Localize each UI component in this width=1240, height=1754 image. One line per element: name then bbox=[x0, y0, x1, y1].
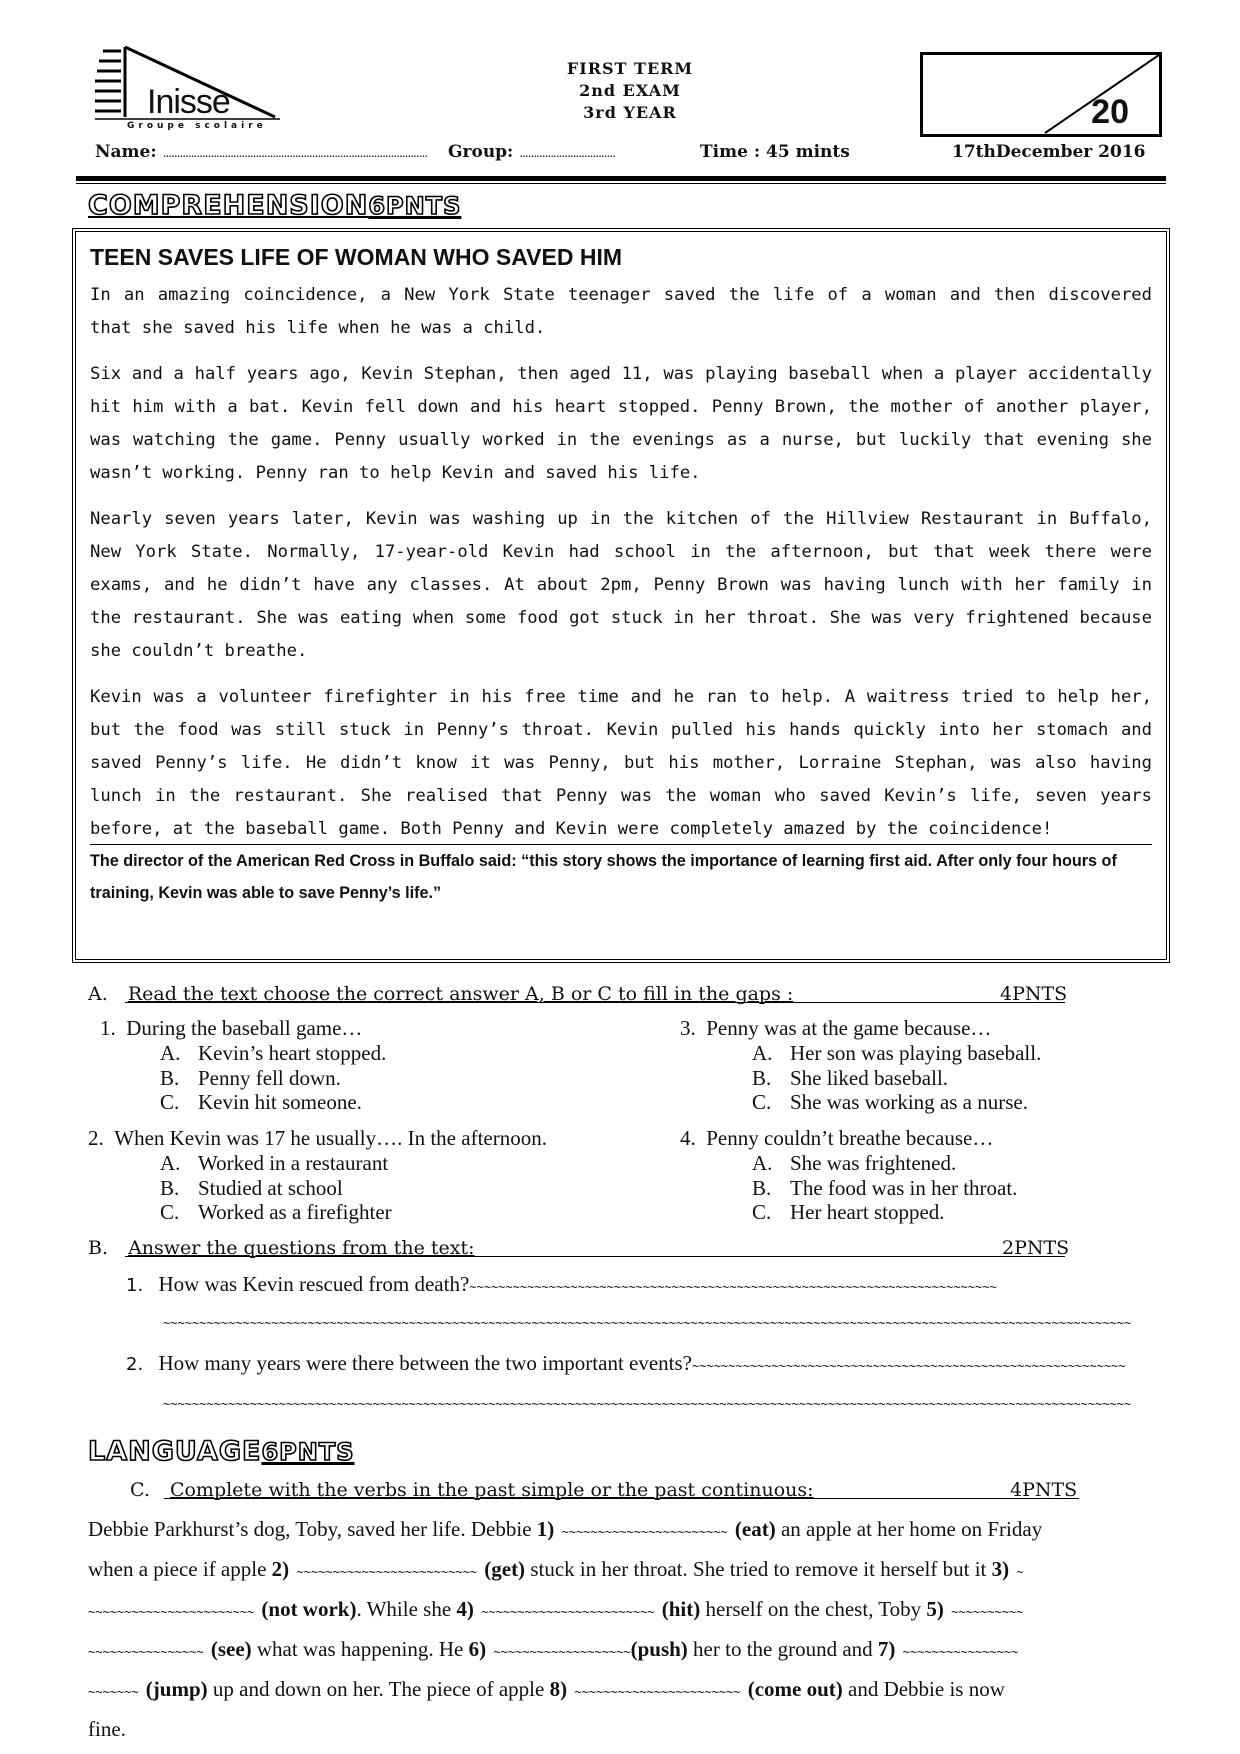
blank-field[interactable]: ~~~~~~~ bbox=[88, 1685, 146, 1699]
blank-number: 3) bbox=[991, 1557, 1010, 1581]
term-label: FIRST TERM bbox=[566, 59, 694, 78]
exam-date: 17thDecember 2016 bbox=[952, 142, 1146, 162]
comprehension-heading: COMPREHENSION6PNTS bbox=[88, 190, 462, 221]
option-b[interactable]: She liked baseball. bbox=[790, 1065, 949, 1090]
answer-line-row[interactable]: ~~~~~~~~~~~~~~~~~~~~~~~~~~~~~~~~~~~~~~~~~~~~~~~~~~~~~~~~~~~~~~~~~~~~~~~~~~~~~~~~~~~~~~~~~~~~~~~~~~~~~~~~~~~~~~~~~~~~~~~~~~~~~~~~~~~~~~ bbox=[163, 1397, 1132, 1411]
blank-field[interactable]: ~~~~~~~~~~~~~~~~ bbox=[88, 1645, 211, 1659]
section-c-instruction: Complete with the verbs in the past simple or the past continuous: bbox=[169, 1479, 814, 1501]
header-rule bbox=[76, 176, 1166, 181]
passage-paragraph: Nearly seven years later, Kevin was washing up in the kitchen of the Hillview Restaurant in Buffalo, New York State. Normally, 17-year-old Kevin had school in the afternoon, but that week there were exams, and he didn’t have any classes. At about 2pm, Penny Brown was having lunch with her family in the restaurant. She was eating when some food got stuck in her throat. She was very frightened because she couldn’t breathe. bbox=[90, 509, 1152, 661]
gap-fill-text bbox=[88, 1511, 1160, 1748]
verb-hint: (not work) bbox=[261, 1597, 357, 1621]
blank-number: 8) bbox=[549, 1677, 568, 1701]
blank-field[interactable]: ~~~~~~~~~~~~~~~~~~~~~~~~~ bbox=[289, 1565, 485, 1579]
option-a[interactable]: Her son was playing baseball. bbox=[790, 1041, 1042, 1065]
verb-hint: (eat) bbox=[734, 1517, 776, 1541]
gap-fill-line bbox=[88, 1711, 1160, 1748]
section-a-letter: A. bbox=[88, 983, 108, 1005]
gap-fill-line bbox=[88, 1511, 1160, 1551]
section-a-instruction: Read the text choose the correct answer A, B or C to fill in the gaps : bbox=[127, 983, 794, 1005]
gap-fill-line bbox=[88, 1551, 1160, 1591]
group-label: Group: bbox=[448, 142, 514, 162]
option-a[interactable]: Kevin’s heart stopped. bbox=[198, 1041, 387, 1065]
option-a[interactable]: Worked in a restaurant bbox=[198, 1151, 389, 1175]
question-1: 1. During the baseball game… A. Kevin’s heart stopped. B. Penny fell down. C. Kevin hit someone. bbox=[100, 1016, 387, 1114]
reading-passage bbox=[72, 228, 1170, 963]
option-b[interactable]: The food was in her throat. bbox=[790, 1175, 1018, 1200]
blank-number: 5) bbox=[926, 1597, 944, 1621]
section-c-letter: C. bbox=[130, 1479, 150, 1501]
school-logo bbox=[95, 45, 295, 135]
answer-line-row[interactable]: ~~~~~~~~~~~~~~~~~~~~~~~~~~~~~~~~~~~~~~~~~~~~~~~~~~~~~~~~~~~~~~~~~~~~~~~~~~~~~~~~~~~~~~~~~~~~~~~~~~~~~~~~~~~~~~~~~~~~~~~~~~~~~~~~~~~~~~ bbox=[163, 1316, 1132, 1330]
blank-field[interactable]: ~~~~~~~~~~ bbox=[943, 1605, 1024, 1619]
gap-fill-text-run: stuck in her throat. She tried to remove it herself but it bbox=[525, 1557, 992, 1581]
blank-field[interactable]: ~~~~~~~~~~~~~~~~~~~~~~~~ bbox=[473, 1605, 662, 1619]
language-points: 6PNTS bbox=[261, 1438, 355, 1466]
verb-hint: (see) bbox=[210, 1637, 252, 1661]
passage-title: TEEN SAVES LIFE OF WOMAN WHO SAVED HIM bbox=[90, 244, 622, 270]
gap-fill-text-run: Debbie Parkhurst’s dog, Toby, saved her life. Debbie bbox=[88, 1517, 537, 1541]
year-label: 3rd YEAR bbox=[583, 103, 677, 122]
option-c[interactable]: She was working as a nurse. bbox=[790, 1090, 1028, 1114]
gap-fill-text-run: what was happening. He bbox=[251, 1637, 469, 1661]
verb-hint: (get) bbox=[484, 1557, 526, 1581]
section-a-header bbox=[88, 983, 1068, 1005]
answer-question-2: 2. How many years were there between the two important events?~~~~~~~~~~~~~~~~~~~~~~~~~~~~~~~~~~~~~~~~~~~~~~~~~~~~~~~~~~~~ bbox=[126, 1351, 1126, 1375]
passage-paragraph: Kevin was a volunteer firefighter in his free time and he ran to help. A waitress tried to help her, but the food was still stuck in Penny’s throat. Kevin pulled his hands quickly into her stomach and saved Penny’s life. He didn’t know it was Penny, but his mother, Lorraine Stephan, was also having lunch in the restaurant. She realised that Penny was the woman who saved Kevin’s life, seven years before, at the baseball game. Both Penny and Kevin were completely amazed by the coincidence! bbox=[90, 687, 1152, 839]
logo-text: Inisse bbox=[147, 83, 230, 121]
verb-hint: (come out) bbox=[747, 1677, 843, 1701]
section-c-header bbox=[130, 1479, 1080, 1501]
question-text: How was Kevin rescued from death? bbox=[158, 1272, 470, 1296]
section-a-points: 4PNTS bbox=[1000, 983, 1068, 1005]
name-field[interactable] bbox=[95, 142, 427, 162]
verb-hint: (hit) bbox=[661, 1597, 701, 1621]
exam-info bbox=[530, 58, 730, 124]
question-3: 3. Penny was at the game because… A. Her son was playing baseball. B. She liked baseball. C. She was working as a nurse. bbox=[680, 1016, 1042, 1114]
section-b-letter: B. bbox=[88, 1237, 109, 1259]
question-text: How many years were there between the two important events? bbox=[158, 1351, 693, 1375]
blank-number: 7) bbox=[877, 1637, 896, 1661]
section-b-header bbox=[88, 1237, 1068, 1259]
option-b[interactable]: Penny fell down. bbox=[198, 1065, 341, 1090]
option-c[interactable]: Worked as a firefighter bbox=[198, 1200, 392, 1224]
passage-paragraph: In an amazing coincidence, a New York State teenager saved the life of a woman and then discovered that she saved his life when he was a child. bbox=[90, 285, 1152, 338]
gap-fill-line bbox=[88, 1631, 1160, 1671]
section-b-instruction: Answer the questions from the text: bbox=[128, 1237, 475, 1259]
name-dots: .............................................................................................. bbox=[162, 146, 428, 160]
gap-fill-text-run: her to the ground and bbox=[687, 1637, 878, 1661]
blank-field[interactable]: ~~~~~~~~~~~~~~~~~~~~~~~ bbox=[567, 1685, 748, 1699]
answer-question-1: 1. How was Kevin rescued from death?~~~~~~~~~~~~~~~~~~~~~~~~~~~~~~~~~~~~~~~~~~~~~~~~~~~~~~~~~~~~~~~~~~~~~~~~~ bbox=[126, 1272, 997, 1296]
blank-field[interactable]: ~~~~~~~~~~~~~~~~~~~ bbox=[486, 1645, 631, 1659]
gap-fill-text-run: . While she bbox=[356, 1597, 457, 1621]
option-c[interactable]: Her heart stopped. bbox=[790, 1200, 945, 1224]
question-2: 2. When Kevin was 17 he usually…. In the afternoon. A. Worked in a restaurant B. Studied at school C. Worked as a firefighter bbox=[88, 1126, 547, 1224]
passage-quote: The director of the American Red Cross in Buffalo said: “this story shows the importance of learning first aid. After only four hours of training, Kevin was able to save Penny’s life.” bbox=[90, 844, 1152, 909]
passage-paragraph: Six and a half years ago, Kevin Stephan, then aged 11, was playing baseball when a player accidentally hit him with a bat. Kevin fell down and his heart stopped. Penny Brown, the mother of another player, was watching the game. Penny usually worked in the evenings as a nurse, but luckily that evening she wasn’t working. Penny ran to help Kevin and saved his life. bbox=[90, 364, 1152, 483]
exam-label: 2nd EXAM bbox=[579, 81, 681, 100]
blank-number: 2) bbox=[271, 1557, 290, 1581]
option-b[interactable]: Studied at school bbox=[198, 1175, 343, 1200]
blank-number: 6) bbox=[468, 1637, 487, 1661]
verb-hint: (jump) bbox=[145, 1677, 208, 1701]
section-b-points: 2PNTS bbox=[1002, 1237, 1070, 1259]
gap-fill-line bbox=[88, 1671, 1160, 1711]
comprehension-points: 6PNTS bbox=[368, 192, 462, 220]
time-label: Time : 45 mints bbox=[700, 142, 850, 162]
total-score: 20 bbox=[1091, 93, 1129, 131]
header-rule-thin bbox=[76, 183, 1166, 184]
gap-fill-text-run: an apple at her home on Friday bbox=[775, 1517, 1043, 1541]
answer-line[interactable]: ~~~~~~~~~~~~~~~~~~~~~~~~~~~~~~~~~~~~~~~~~~~~~~~~~~~~~~~~~~~~ bbox=[692, 1359, 1126, 1373]
blank-field[interactable]: ~ bbox=[1009, 1565, 1024, 1579]
group-field[interactable] bbox=[448, 142, 615, 162]
blank-field[interactable]: ~~~~~~~~~~~~~~~~ bbox=[895, 1645, 1019, 1659]
blank-number: 1) bbox=[536, 1517, 555, 1541]
option-c[interactable]: Kevin hit someone. bbox=[198, 1090, 362, 1114]
option-a[interactable]: She was frightened. bbox=[790, 1151, 957, 1175]
section-c-points: 4PNTS bbox=[1010, 1479, 1078, 1501]
blank-field[interactable]: ~~~~~~~~~~~~~~~~~~~~~~~ bbox=[554, 1525, 735, 1539]
gap-fill-text-run: and Debbie is now bbox=[842, 1677, 1005, 1701]
blank-number: 4) bbox=[456, 1597, 474, 1621]
gap-fill-line bbox=[88, 1591, 1160, 1631]
logo-subtitle: Groupe scolaire bbox=[127, 121, 267, 131]
question-4: 4. Penny couldn’t breathe because… A. She was frightened. B. The food was in her throat. C. Her heart stopped. bbox=[680, 1126, 1018, 1224]
gap-fill-text-run: herself on the chest, Toby bbox=[700, 1597, 927, 1621]
group-dots: .................................. bbox=[519, 146, 615, 160]
answer-line[interactable]: ~~~~~~~~~~~~~~~~~~~~~~~~~~~~~~~~~~~~~~~~~~~~~~~~~~~~~~~~~~~~~~~~~~~~~~~~~ bbox=[469, 1280, 997, 1294]
blank-field[interactable]: ~~~~~~~~~~~~~~~~~~~~~~~ bbox=[88, 1605, 262, 1619]
gap-fill-text-run: fine. bbox=[88, 1717, 126, 1741]
gap-fill-text-run: up and down on her. The piece of apple bbox=[207, 1677, 550, 1701]
language-heading: LANGUAGE6PNTS bbox=[88, 1436, 355, 1467]
name-label: Name: bbox=[95, 142, 157, 162]
gap-fill-text-run: when a piece if apple bbox=[88, 1557, 272, 1581]
score-box bbox=[920, 52, 1162, 137]
verb-hint: (push) bbox=[630, 1637, 688, 1661]
